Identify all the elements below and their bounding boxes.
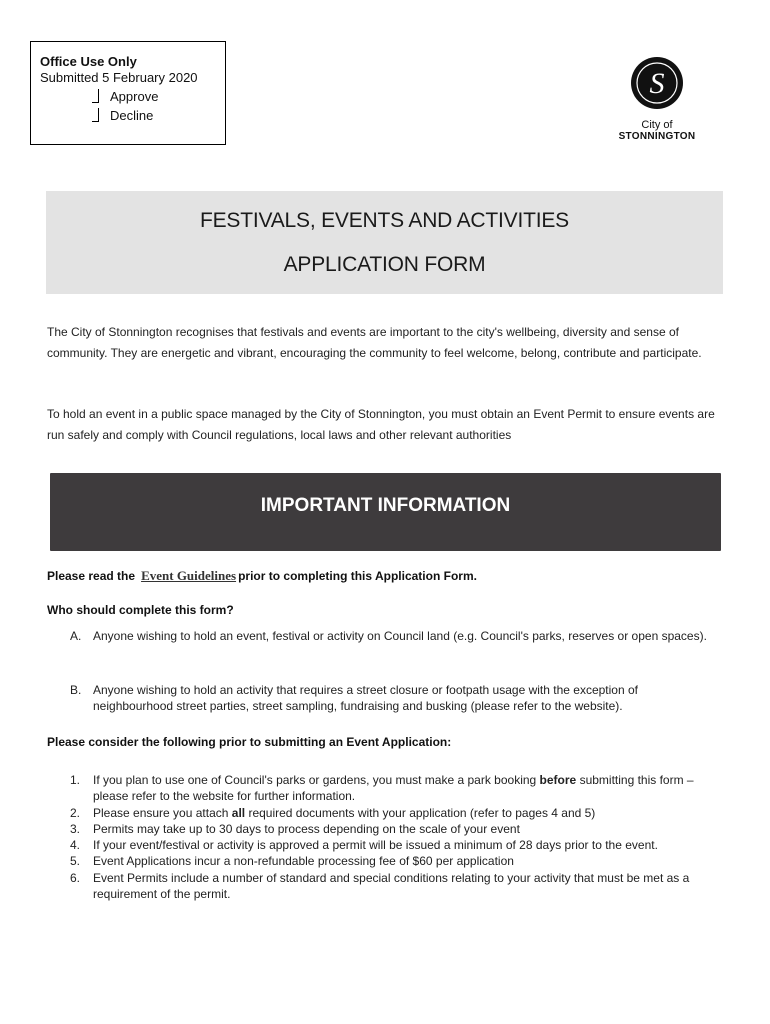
item-number: 5. [70, 854, 81, 869]
item-number: 2. [70, 805, 81, 820]
item-text: Anyone wishing to hold an event, festival or activity on Council land (e.g. Council's parks, reserves or open spaces). [93, 629, 707, 643]
list-item [70, 837, 720, 853]
logo-letter: S [649, 67, 665, 100]
decline-option[interactable] [40, 108, 216, 124]
item-text: Event Permits include a number of standard and special conditions relating to your activity that must be met as a requirement of the permit. [93, 870, 690, 902]
approve-label: Approve [110, 89, 159, 104]
guidelines-line [47, 568, 477, 584]
office-use-title: Office Use Only [40, 54, 137, 69]
list-item [70, 682, 720, 714]
item-number: 6. [70, 870, 81, 885]
list-item [70, 821, 720, 837]
approve-option[interactable] [40, 89, 216, 105]
page-subtitle: APPLICATION FORM [283, 253, 486, 276]
consider-heading: Please consider the following prior to submitting an Event Application: [47, 735, 452, 749]
intro-paragraph-1: The City of Stonnington recognises that festivals and events are important to the city's wellbeing, diversity and sense of community. They are energetic and vibrant, encouraging the community to feel welcome, belong, contribute and participate. [47, 325, 702, 360]
title-band [46, 191, 723, 294]
logo-name: STONNINGTON [618, 131, 696, 142]
who-heading: Who should complete this form? [47, 603, 234, 617]
item-number: 4. [70, 838, 81, 853]
decline-label: Decline [110, 108, 154, 123]
item-text: If your event/festival or activity is approved a permit will be issued a minimum of 28 days prior to the event. [93, 838, 658, 853]
item-text: submitting this form – please refer to the website for further information. [93, 773, 694, 804]
item-number: 1. [70, 773, 81, 787]
intro-paragraph-2: To hold an event in a public space managed by the City of Stonnington, you must obtain an Event Permit to ensure events are run safely and comply with Council regulations, local laws and other relevant authorities [47, 407, 715, 442]
list-item [70, 628, 720, 644]
item-label: B. [70, 683, 82, 697]
checkbox-mark-icon[interactable] [92, 89, 99, 103]
item-emphasis: before [539, 773, 577, 787]
submitted-date: Submitted 5 February 2020 [40, 70, 198, 85]
item-text: required documents with your application (refer to pages 4 and 5) [245, 805, 596, 820]
item-text: Anyone wishing to hold an activity that requires a street closure or footpath usage with the exception of neighbourhood street parties, street sampling, fundraising and busking (please refer to the website). [93, 683, 638, 713]
list-item [70, 805, 720, 821]
item-text: Please ensure you attach [93, 805, 232, 820]
list-item [70, 853, 720, 869]
checkbox-mark-icon[interactable] [92, 108, 99, 122]
logo-city-of: City of [641, 119, 673, 131]
consider-list [70, 772, 720, 902]
office-use-box [30, 41, 226, 145]
item-emphasis: all [231, 805, 246, 820]
item-text: Event Applications incur a non-refundable processing fee of $60 per application [93, 854, 514, 869]
list-item [70, 870, 720, 903]
important-information-banner: IMPORTANT INFORMATION [50, 473, 721, 551]
guidelines-before: Please read the [47, 569, 136, 583]
item-text: Permits may take up to 30 days to process depending on the scale of your event [93, 821, 520, 836]
list-item [70, 772, 720, 805]
item-text: If you plan to use one of Council's parks or gardens, you must make a park booking [93, 773, 540, 787]
page-title: FESTIVALS, EVENTS AND ACTIVITIES [200, 209, 569, 232]
city-logo [612, 57, 702, 143]
event-guidelines-link[interactable]: Event Guidelines [141, 568, 237, 583]
item-number: 3. [70, 821, 81, 836]
stonnington-s-icon [631, 57, 683, 109]
item-label: A. [70, 629, 82, 643]
guidelines-after: prior to completing this Application Form. [238, 569, 477, 583]
